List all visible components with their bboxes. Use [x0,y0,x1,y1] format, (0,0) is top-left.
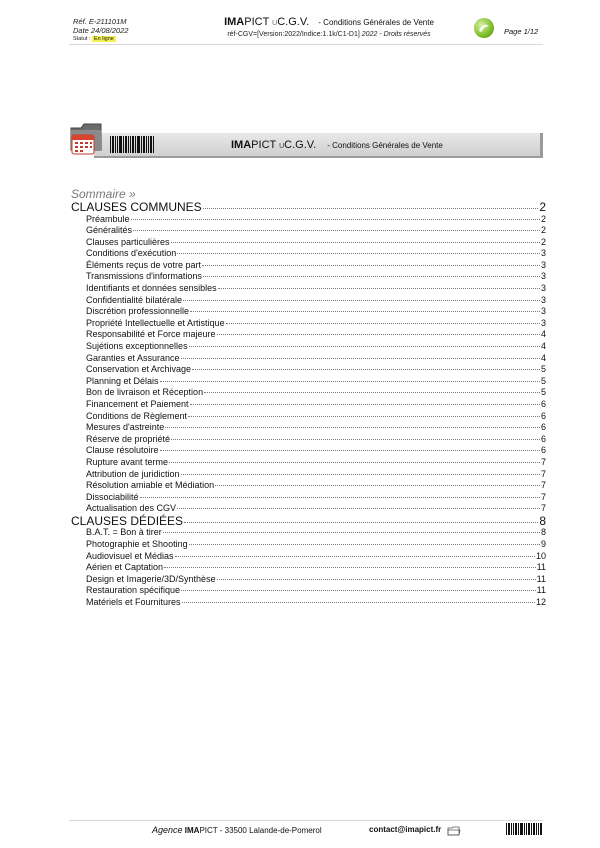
reference-label: Réf. E-211101M [73,17,127,26]
date-label: Date 24/08/2022 [73,26,129,35]
toc-entry[interactable] [71,318,546,330]
toc-entry-label: Aérien et Captation [86,562,164,573]
toc-entry-page: 5 [540,387,546,398]
banner-title [231,139,443,151]
toc-leader-dots [202,265,540,266]
toc-entry-page: 7 [540,456,546,467]
toc-entry-page: 4 [540,352,546,363]
toc-entry-page: 12 [535,597,546,607]
toc-entry-label: Discrétion professionnelle [86,306,190,317]
toc-entry-page: 5 [540,375,546,386]
toc-leader-dots [217,334,540,335]
toc-entry-label: Garanties et Assurance [86,352,180,363]
banner-subtitle: - Conditions Générales de Vente [327,141,443,150]
footer-address: - 33500 Lalande-de-Pomerol [219,826,322,835]
toc-leader-dots [165,427,540,428]
toc-entry[interactable] [71,283,546,295]
title-banner [94,133,543,158]
logo-swirl-svg [474,18,494,38]
footer-agency [152,825,322,835]
toc-entry-label: Planning et Délais [86,375,159,386]
toc-entry-label: Conditions de Règlement [86,410,188,421]
toc-entry[interactable] [71,562,546,574]
toc-entry-label: Matériels et Fournitures [86,597,181,607]
toc-entry-page: 6 [540,445,546,456]
table-of-contents [71,201,546,609]
toc-section[interactable] [71,201,546,214]
banner-brand-rest: PICT [251,139,277,151]
toc-entry-label: CLAUSES COMMUNES [71,200,202,214]
status-line [73,35,128,44]
toc-entry[interactable] [71,422,546,434]
toc-entry-label: Mesures d'astreinte [86,422,165,433]
toc-entry[interactable] [71,353,546,365]
toc-entry[interactable] [71,551,546,563]
brand-suffix: C.G.V. [277,16,310,28]
toc-entry[interactable] [71,237,546,249]
toc-leader-dots [181,474,540,475]
folder-icon [447,823,461,841]
toc-leader-dots [215,485,540,486]
toc-entry-page: 4 [540,341,546,352]
toc-entry-page: 11 [536,573,546,584]
toc-entry-label: Financement et Paiement [86,399,189,409]
toc-entry-page: 3 [540,248,546,259]
toc-entry[interactable] [71,376,546,388]
status-badge: En ligne [93,36,114,42]
barcode-icon [110,136,154,153]
toc-entry-page: 2 [540,213,546,224]
toc-entry[interactable] [71,295,546,307]
header-title [199,16,459,30]
toc-entry-page: 8 [540,527,546,538]
toc-entry-page: 3 [540,317,546,328]
toc-entry-page: 5 [540,364,546,375]
banner-brand-u: U [279,143,285,150]
toc-entry[interactable] [71,457,546,469]
agency-label: Agence [152,825,183,835]
folder-svg [447,826,461,836]
toc-entry[interactable] [71,306,546,318]
toc-entry[interactable] [71,248,546,260]
toc-entry-label: Résolution amiable et Médiation [86,480,215,491]
toc-leader-dots [188,416,540,417]
toc-entry[interactable] [71,411,546,423]
toc-title: Sommaire » [71,187,136,201]
toc-entry-page: 3 [540,259,546,270]
toc-leader-dots [203,208,539,209]
toc-leader-dots [226,323,540,324]
version-reference: réf-CGV=[Version:2022/Indice:1.1k/C1-D1] [227,31,360,38]
toc-entry[interactable] [71,260,546,272]
toc-entry-page: 11 [536,585,546,596]
toc-entry[interactable] [71,539,546,551]
footer-brand-rest: PICT [199,826,218,835]
toc-entry[interactable] [71,225,546,237]
toc-entry-label: Bon de livraison et Réception [86,387,204,398]
toc-entry[interactable] [71,585,546,597]
banner-brand-suffix: C.G.V. [284,139,317,151]
toc-leader-dots [133,230,540,231]
calendar-folder-svg [69,120,103,156]
toc-leader-dots [164,567,536,568]
toc-entry-label: Photographie et Shooting [86,539,188,550]
toc-leader-dots [189,544,540,545]
toc-entry-page: 11 [536,562,546,573]
header-subtitle: - Conditions Générales de Vente [318,18,434,27]
toc-entry[interactable] [71,492,546,504]
toc-leader-dots [160,450,540,451]
toc-entry-label: Éléments reçus de votre part [86,259,202,270]
toc-leader-dots [183,300,540,301]
toc-entry-label: Conservation et Archivage [86,364,192,375]
toc-entry[interactable] [71,597,546,609]
toc-entry[interactable] [71,527,546,539]
toc-entry[interactable] [71,387,546,399]
toc-entry-label: Sujétions exceptionnelles [86,341,188,352]
toc-entry[interactable] [71,469,546,481]
toc-entry-label: Rupture avant terme [86,456,169,467]
toc-entry-page: 2 [540,236,546,247]
toc-entry-label: Restauration spécifique [86,585,181,596]
toc-entry[interactable] [71,434,546,446]
toc-entry-label: Identifiants et données sensibles [86,283,217,294]
contact-email-link[interactable]: contact@imapict.fr [369,825,442,834]
toc-entry-page: 7 [540,480,546,491]
toc-entry-page: 6 [540,433,546,444]
toc-leader-dots [182,602,535,603]
toc-entry-label: Design et Imagerie/3D/Synthèse [86,573,216,584]
toc-entry-page: 7 [540,491,546,502]
toc-entry-label: B.A.T. = Bon à tirer [86,527,162,538]
status-label: Statut : [73,36,91,42]
toc-entry-label: Clauses particulières [86,236,170,247]
toc-entry-page: 3 [540,283,546,294]
toc-entry-page: 6 [540,410,546,421]
toc-entry-page: 9 [540,539,546,550]
footer-barcode-icon [506,823,543,835]
toc-entry-label: Dissociabilité [86,491,139,502]
toc-entry[interactable] [71,480,546,492]
toc-entry[interactable] [71,341,546,353]
toc-entry[interactable] [71,574,546,586]
header-reference-line [199,30,459,40]
toc-entry-label: Clause résolutoire [86,445,159,456]
calendar-folder-icon [69,120,103,156]
toc-entry-page: 3 [540,306,546,317]
toc-entry[interactable] [71,399,546,411]
toc-entry-label: Réserve de propriété [86,433,171,444]
toc-entry-page: 4 [540,329,546,340]
toc-leader-dots [181,358,540,359]
toc-entry[interactable] [71,329,546,341]
toc-entry[interactable] [71,214,546,226]
toc-entry-label: Généralités [86,225,133,236]
toc-entry-page: 10 [535,550,546,561]
toc-entry-page: 6 [540,399,546,409]
toc-leader-dots [204,392,540,393]
toc-leader-dots [140,497,540,498]
toc-entry-page: 8 [539,513,546,528]
toc-leader-dots [177,253,540,254]
toc-leader-dots [192,369,540,370]
page-header [69,14,543,45]
toc-leader-dots [190,404,540,405]
toc-entry[interactable] [71,271,546,283]
toc-leader-dots [218,288,540,289]
brand-bold: IMA [224,16,245,28]
toc-entry-label: Préambule [86,213,130,224]
banner-brand-bold: IMA [231,139,252,151]
toc-leader-dots [171,242,540,243]
toc-leader-dots [177,508,540,509]
toc-entry-label: Propriété Intellectuelle et Artistique [86,317,225,328]
toc-entry-label: Transmissions d'informations [86,271,202,282]
toc-entry-label: CLAUSES DÉDIÉES [71,513,184,528]
toc-entry-label: Audiovisuel et Médias [86,550,174,561]
rights-reserved: 2022 - Droits réservés [361,31,431,38]
toc-entry-page: 2 [540,225,546,236]
toc-entry-page: 3 [540,294,546,305]
toc-leader-dots [169,462,540,463]
header-title-block [199,16,459,40]
toc-entry[interactable] [71,445,546,457]
toc-entry-label: Conditions d'exécution [86,248,177,259]
toc-entry-page: 2 [539,200,546,214]
document-meta [73,17,128,44]
footer-brand-bold: IMA [184,826,200,835]
toc-leader-dots [131,219,540,220]
toc-leader-dots [181,590,536,591]
page-number: Page 1/12 [504,27,539,36]
brand-u: U [272,20,278,27]
toc-entry[interactable] [71,364,546,376]
toc-entry-page: 3 [540,271,546,282]
toc-entry-label: Attribution de juridiction [86,468,180,479]
toc-leader-dots [160,381,540,382]
toc-leader-dots [217,579,536,580]
toc-leader-dots [203,276,540,277]
toc-entry-page: 7 [540,503,546,514]
toc-entry-label: Actualisation des CGV [86,503,177,514]
toc-leader-dots [163,532,540,533]
toc-entry-page: 7 [540,468,546,479]
page-footer [69,820,543,841]
toc-entry-label: Confidentialité bilatérale [86,294,183,305]
toc-leader-dots [189,346,540,347]
toc-leader-dots [184,522,538,523]
toc-section[interactable] [71,515,546,528]
green-swirl-logo-icon [474,18,494,38]
brand-rest: PICT [244,16,270,28]
toc-leader-dots [171,439,540,440]
toc-entry-label: Responsabilité et Force majeure [86,329,216,340]
toc-leader-dots [175,556,535,557]
toc-leader-dots [190,311,540,312]
toc-entry-page: 6 [540,422,546,433]
